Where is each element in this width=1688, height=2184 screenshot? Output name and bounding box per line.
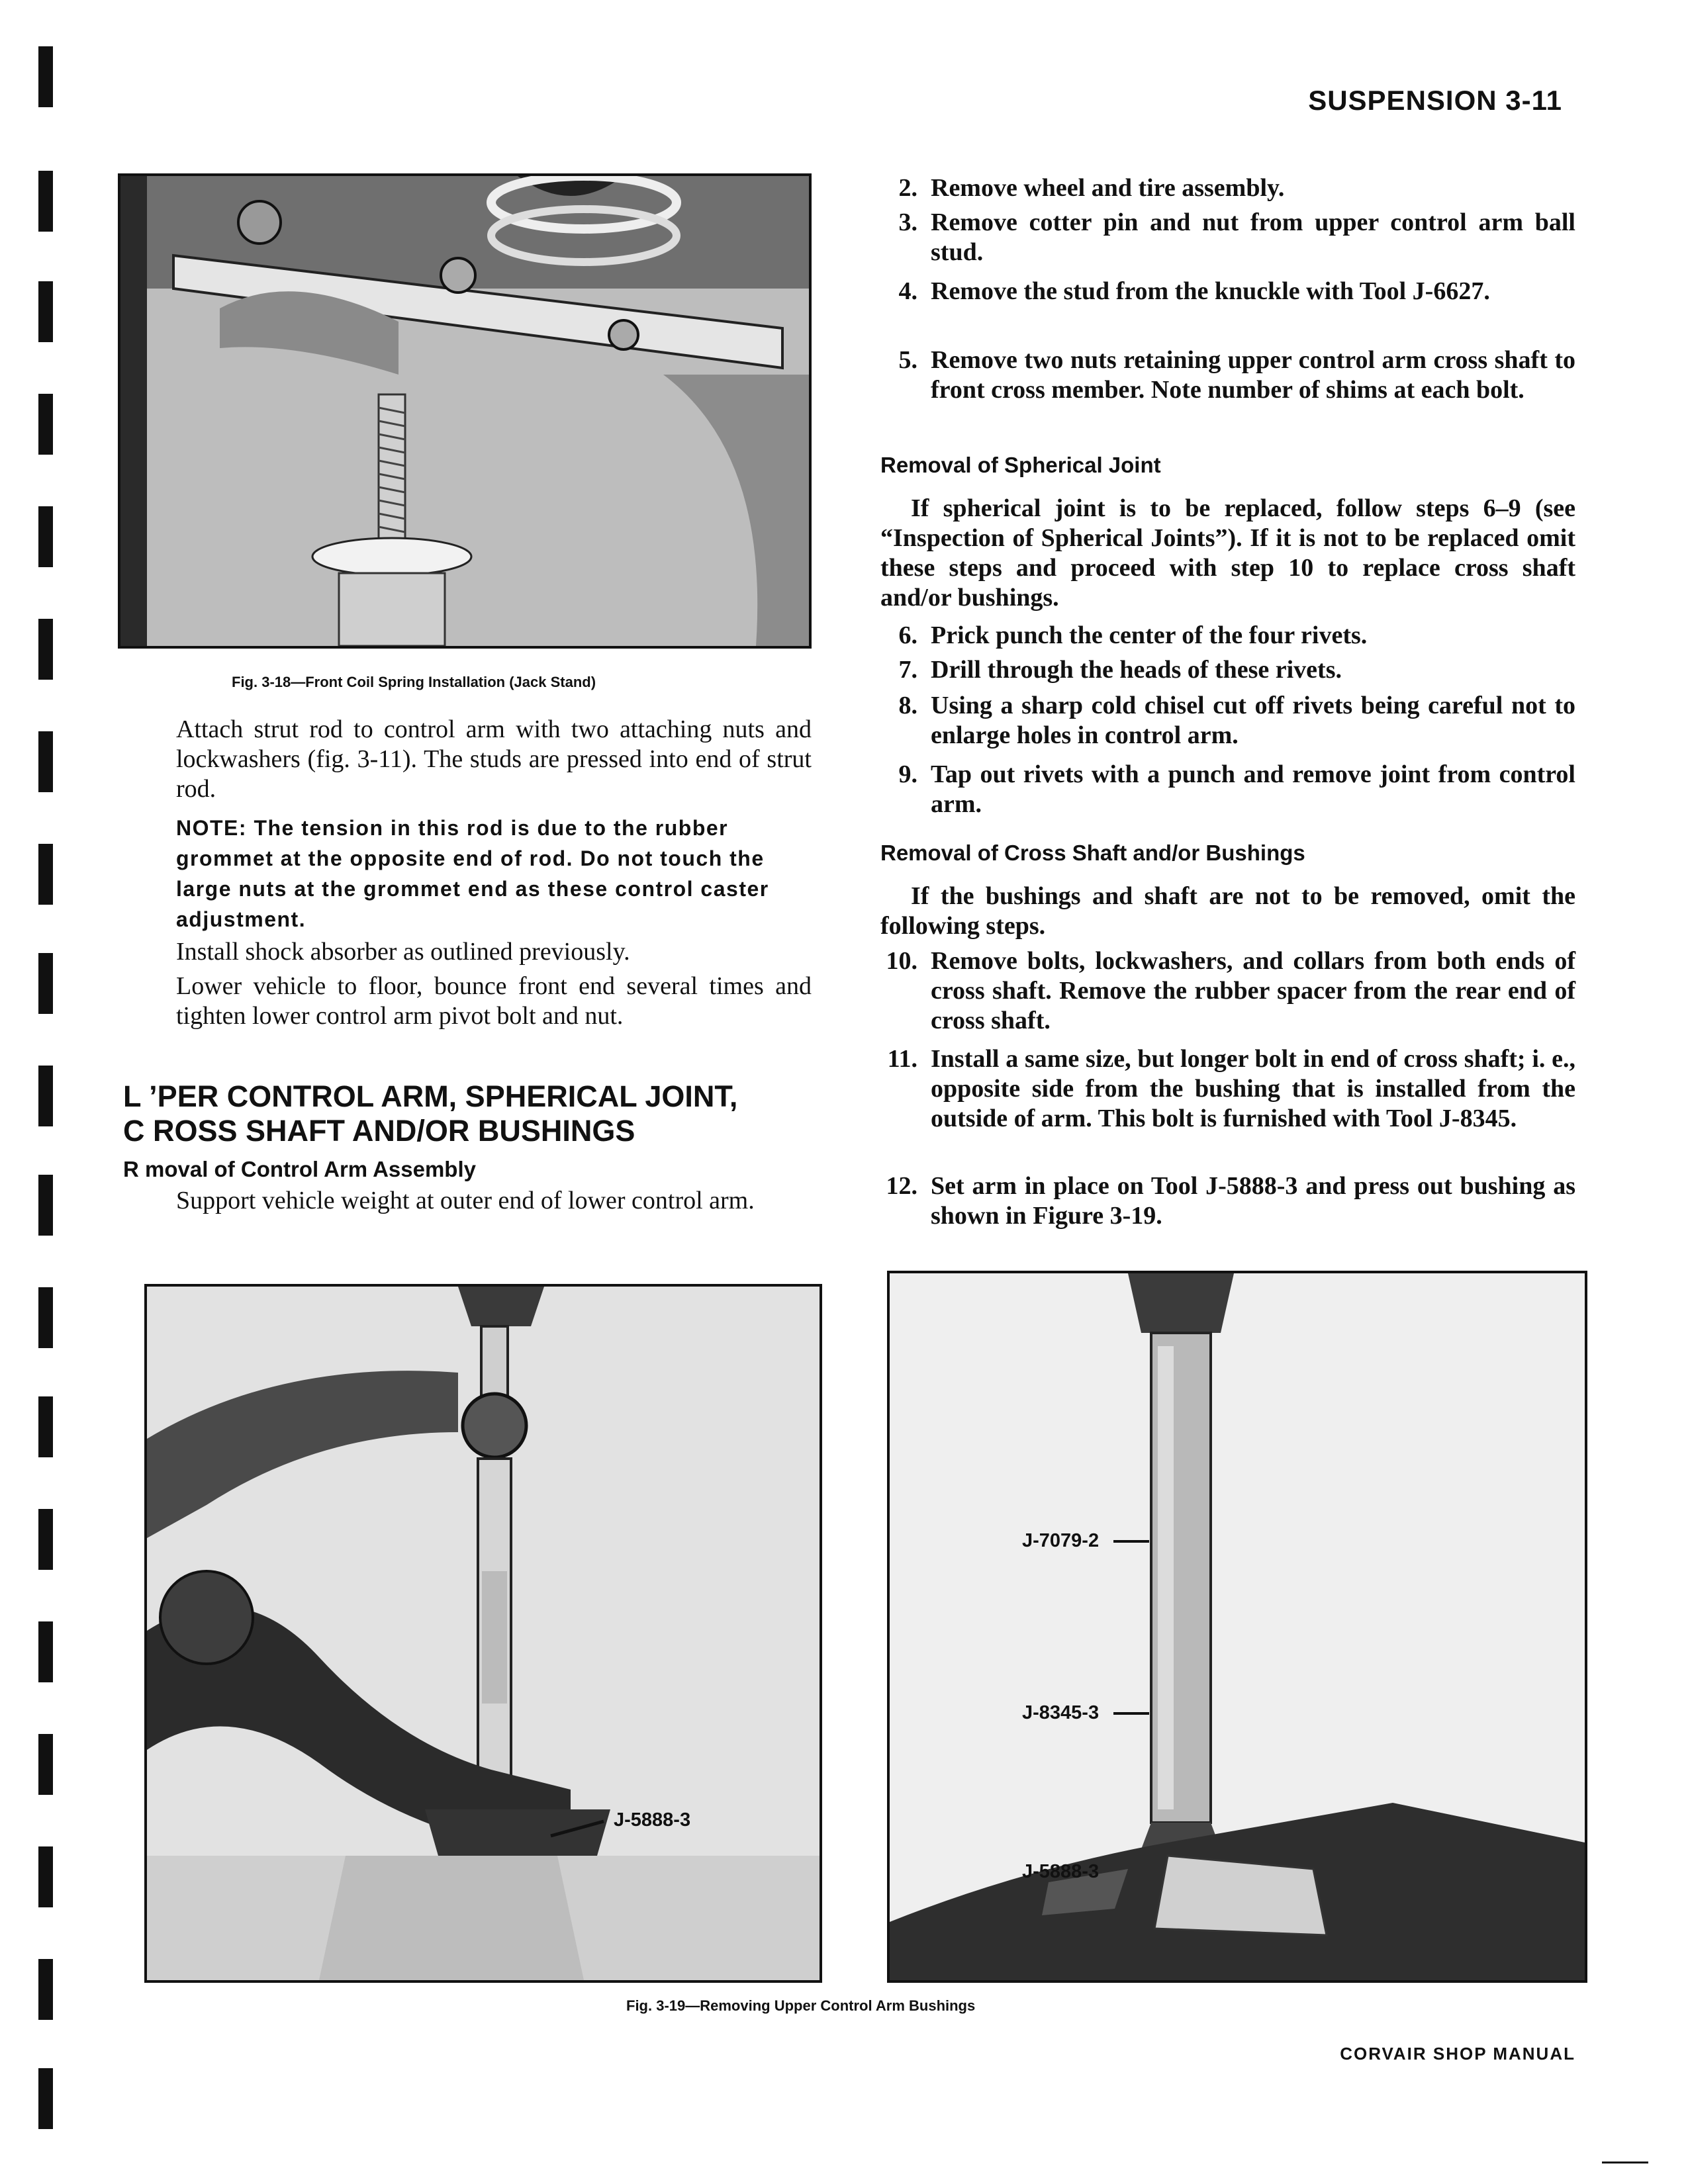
binder-mark: [38, 1396, 53, 1457]
step-4: 4. Remove the stud from the knuckle with Tool J-6627.: [898, 277, 1490, 305]
binder-mark: [38, 844, 53, 905]
tool-label-j-8345-3: J-8345-3: [1022, 1702, 1100, 1723]
lower-vehicle-step: Lower vehicle to floor, bounce front end several times and tighten lower control arm pivot bolt and nut.: [176, 972, 812, 1030]
figure-3-19-left-photo: [144, 1284, 822, 1983]
step-2: 2. Remove wheel and tire assembly.: [898, 174, 1285, 202]
binder-mark: [38, 394, 53, 455]
binder-mark: [38, 506, 53, 567]
footer-rule: [1602, 2161, 1648, 2163]
binder-mark: [38, 1734, 53, 1795]
tool-label-j-7079-2: J-7079-2: [1022, 1530, 1100, 1551]
binder-mark: [38, 1959, 53, 2020]
binder-mark: [38, 953, 53, 1014]
removal-of-control-arm-heading: R moval of Control Arm Assembly: [123, 1157, 476, 1181]
binder-mark: [38, 171, 53, 232]
binder-mark: [38, 1066, 53, 1126]
arbor-press-left-illustration: [147, 1287, 820, 1980]
figure-3-19-caption: Fig. 3-19—Removing Upper Control Arm Bushings: [626, 1997, 976, 2014]
tool-label-j-5888-3-left: J-5888-3: [614, 1809, 691, 1831]
step-9: 9. Tap out rivets with a punch and remove joint from control arm.: [898, 760, 1575, 818]
binder-mark: [38, 1509, 53, 1570]
section-heading-line-1: L ’PER CONTROL ARM, SPHERICAL JOINT,: [123, 1079, 738, 1113]
step-10: 10. Remove bolts, lockwashers, and collars from both ends of cross shaft. Remove the rubber spacer from the rear end of cross shaft.: [886, 947, 1575, 1034]
binder-mark: [38, 46, 53, 107]
step-12: 12. Set arm in place on Tool J-5888-3 and press out bushing as shown in Figure 3-19.: [886, 1172, 1575, 1230]
support-vehicle-step: Support vehicle weight at outer end of lower control arm.: [176, 1187, 755, 1214]
binder-mark: [38, 2068, 53, 2129]
step-7: 7. Drill through the heads of these rivets.: [898, 656, 1342, 684]
step-11: 11. Install a same size, but longer bolt in end of cross shaft; i. e., opposite side from the bushing that is installed from the outside of arm. This bolt is furnished with Tool J-8345.: [887, 1045, 1575, 1132]
binder-mark: [38, 619, 53, 680]
attach-strut-rod-step: Attach strut rod to control arm with two attaching nuts and lockwashers (fig. 3-11). The studs are pressed into end of strut rod.: [176, 715, 812, 803]
figure-3-18-caption: Fig. 3-18—Front Coil Spring Installation (Jack Stand): [232, 674, 596, 690]
figure-3-19-right-photo: [887, 1271, 1587, 1983]
binder-mark: [38, 1287, 53, 1348]
removal-of-cross-shaft-heading: Removal of Cross Shaft and/or Bushings: [880, 841, 1305, 865]
jack-stand-illustration: [120, 176, 809, 646]
strut-rod-note: NOTE: The tension in this rod is due to the rubber grommet at the opposite end of rod. Do not touch the large nuts at the grommet end as these control caster adjustment.: [176, 816, 769, 931]
binder-mark: [38, 1175, 53, 1236]
figure-3-18-photo: [118, 173, 812, 649]
arbor-press-right-illustration: [890, 1273, 1585, 1980]
spherical-joint-intro: If spherical joint is to be replaced, follow steps 6–9 (see “Inspection of Spherical Joints”). If it is not to be replaced omit these steps and proceed with step 10 to replace cross shaft and/or bushings.: [880, 494, 1575, 612]
page-header: SUSPENSION 3-11: [1308, 85, 1562, 116]
binder-mark: [38, 731, 53, 792]
binder-mark: [38, 1621, 53, 1682]
cross-shaft-intro: If the bushings and shaft are not to be removed, omit the following steps.: [880, 882, 1575, 940]
step-8: 8. Using a sharp cold chisel cut off rivets being careful not to enlarge holes in control arm.: [898, 692, 1575, 749]
section-heading-line-2: C ⁠ROSS SHAFT AND/OR BUSHINGS: [123, 1114, 635, 1148]
step-5: 5. Remove two nuts retaining upper control arm cross shaft to front cross member. Note number of shims at each bolt.: [898, 346, 1575, 404]
page-footer: CORVAIR SHOP MANUAL: [1340, 2044, 1575, 2064]
step-3: 3. Remove cotter pin and nut from upper control arm ball stud.: [898, 208, 1575, 266]
binder-mark: [38, 281, 53, 342]
step-6: 6. Prick punch the center of the four rivets.: [898, 621, 1368, 649]
binder-mark: [38, 1846, 53, 1907]
tool-label-j-5888-3-right: J-5888-3: [1022, 1861, 1100, 1882]
removal-of-spherical-joint-heading: Removal of Spherical Joint: [880, 453, 1161, 477]
install-shock-absorber-step: Install shock absorber as outlined previously.: [176, 938, 630, 966]
